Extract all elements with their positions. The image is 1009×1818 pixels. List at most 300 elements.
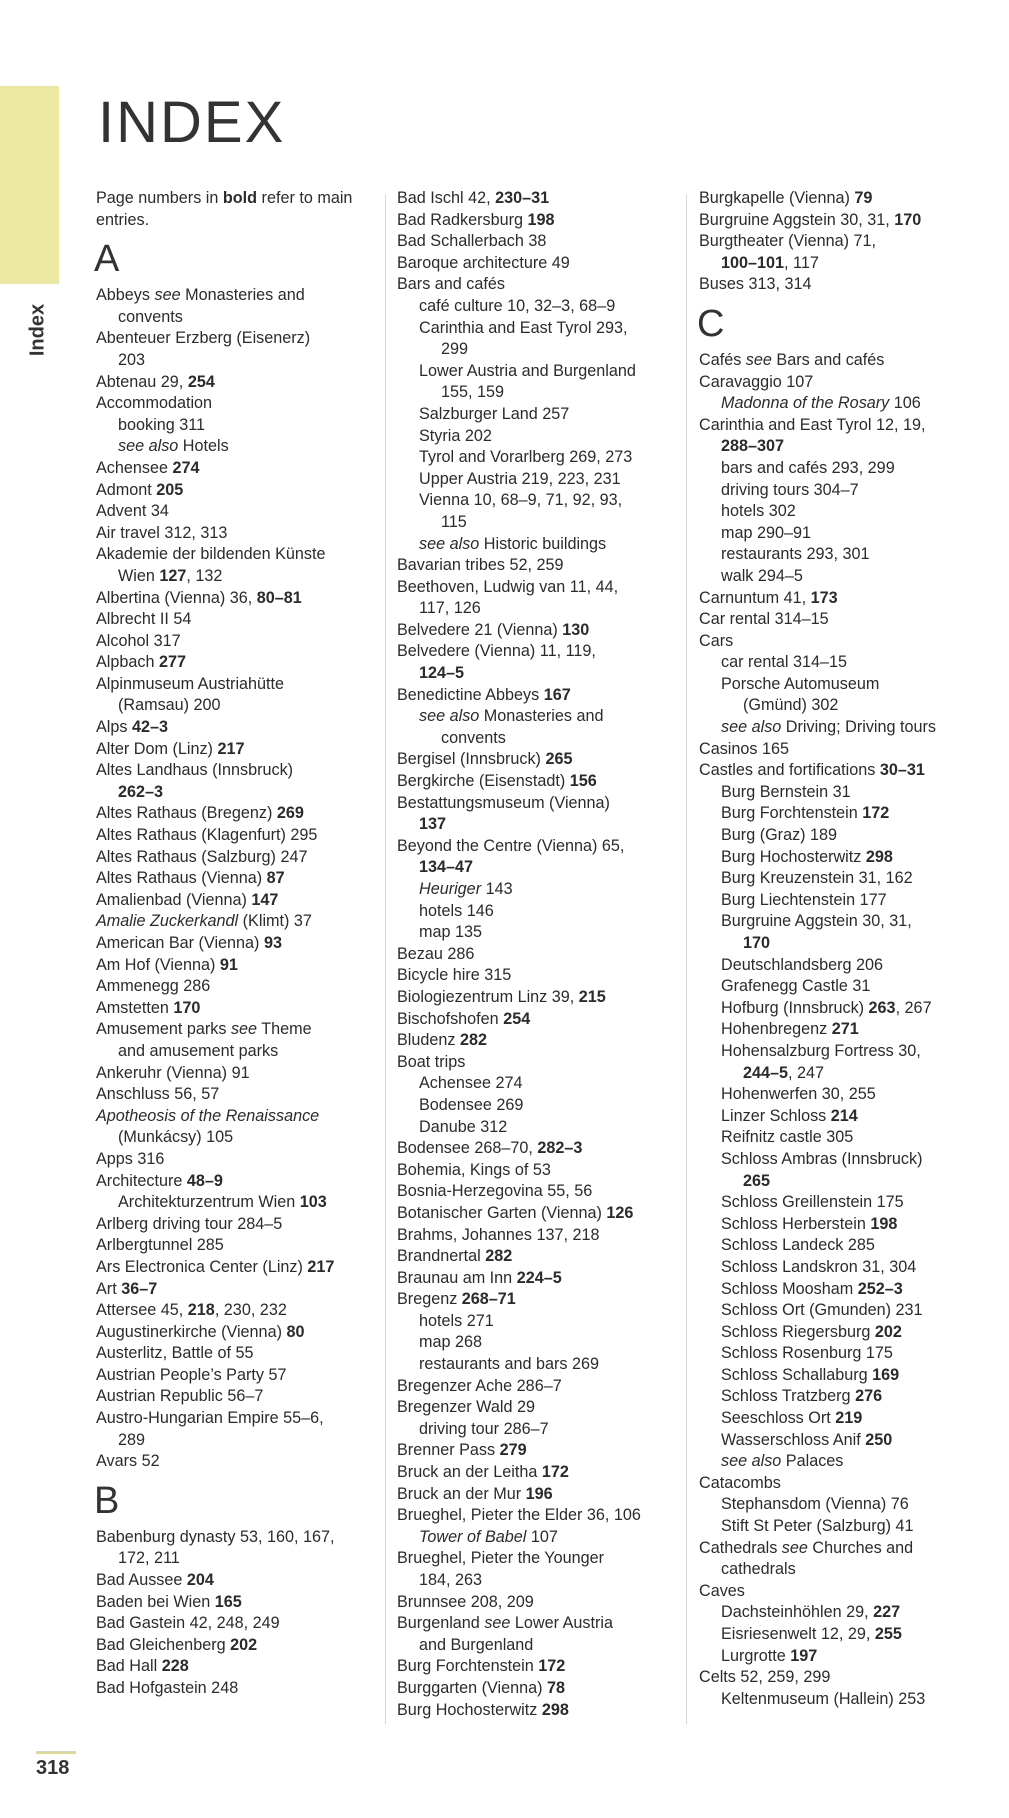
index-entry (96, 1365, 386, 1387)
main-page-ref: 265 (743, 1171, 771, 1190)
index-subentry (699, 695, 999, 717)
entry-text: see also (419, 534, 480, 553)
entry-text: Baden bei Wien (96, 1592, 215, 1611)
index-subentry (699, 652, 999, 674)
entry-text: Driving; Driving tours (781, 718, 937, 737)
index-subentry (699, 717, 999, 739)
index-entry (699, 415, 999, 437)
index-subentry (699, 782, 999, 804)
index-entry (699, 1473, 999, 1495)
section-tab-label: Index (26, 303, 49, 357)
main-page-ref: 42–3 (132, 718, 169, 737)
entry-text: Amstetten (96, 998, 174, 1017)
main-page-ref: 215 (578, 987, 606, 1006)
index-subentry (397, 447, 682, 469)
entry-text: Bars and cafés (771, 350, 885, 369)
index-subentry (397, 426, 682, 448)
entry-text: Arlberg driving tour 284–5 (96, 1214, 283, 1233)
index-entry (699, 1667, 999, 1689)
entry-text: Palaces (781, 1452, 844, 1471)
entry-text: see also (721, 1452, 782, 1471)
main-page-ref: 80 (286, 1322, 305, 1341)
entry-text: Belvedere 21 (Vienna) (397, 620, 563, 639)
index-entry (699, 1538, 999, 1560)
entry-text: Stephansdom (Vienna) 76 (721, 1495, 909, 1514)
entry-text: Styria 202 (419, 426, 492, 445)
index-entry (96, 1149, 386, 1171)
main-page-ref: 124–5 (419, 664, 465, 683)
entry-text: Bad Gastein 42, 248, 249 (96, 1614, 280, 1633)
main-page-ref: 298 (865, 847, 893, 866)
index-entry (397, 685, 682, 707)
entry-text: Burgtheater (Vienna) 71, (699, 232, 876, 251)
entry-text: Caravaggio 107 (699, 372, 814, 391)
main-page-ref: 252–3 (857, 1279, 903, 1298)
index-subentry (397, 339, 682, 361)
index-column-2 (397, 188, 682, 1721)
entry-text: Belvedere (Vienna) 11, 119, (397, 642, 596, 661)
main-page-ref: 202 (874, 1322, 902, 1341)
entry-text: Altes Rathaus (Vienna) (96, 869, 267, 888)
main-page-ref: 170 (173, 998, 201, 1017)
entry-text: Baroque architecture 49 (397, 253, 570, 272)
index-entry (96, 847, 386, 869)
entry-text: 115 (441, 512, 467, 531)
entry-text: Schloss Rosenburg 175 (721, 1344, 893, 1363)
main-page-ref: 205 (156, 480, 184, 499)
index-entry (397, 749, 682, 771)
entry-text: Danube 312 (419, 1117, 508, 1136)
index-subentry (397, 1635, 682, 1657)
index-entry (96, 1084, 386, 1106)
index-subentry (699, 1602, 999, 1624)
index-entry (96, 868, 386, 890)
index-subentry (699, 393, 999, 415)
entry-text: hotels 302 (721, 502, 796, 521)
entry-text: Bars and cafés (397, 275, 505, 294)
main-page-ref: 230–31 (495, 189, 550, 207)
index-entry (397, 1052, 682, 1074)
index-subentry (397, 1311, 682, 1333)
index-entry (699, 1581, 999, 1603)
entry-text: see (484, 1614, 511, 1633)
index-entry (397, 641, 682, 663)
index-entry (96, 1171, 386, 1193)
entry-text: Bavarian tribes 52, 259 (397, 556, 564, 575)
index-subentry (699, 1019, 999, 1041)
entry-text: Eisriesenwelt 12, 29, (721, 1625, 875, 1643)
index-entry (397, 274, 682, 296)
entry-text: Upper Austria 219, 223, 231 (419, 469, 621, 488)
index-subentry (397, 534, 682, 556)
entry-text: cathedrals (721, 1560, 796, 1579)
entry-text: Boat trips (397, 1052, 466, 1071)
index-subentry (699, 544, 999, 566)
entry-text: Arlbergtunnel 285 (96, 1236, 224, 1255)
entry-text: Bicycle hire 315 (397, 966, 512, 985)
entry-text: Carnuntum 41, (699, 588, 811, 607)
index-entry (397, 231, 682, 253)
entry-text: map 135 (419, 923, 482, 942)
page-number-rule (36, 1751, 76, 1754)
column-divider (686, 194, 687, 1724)
index-subentry (397, 1527, 682, 1549)
index-entry (96, 652, 386, 674)
entry-text: Burg Hochosterwitz (397, 1700, 542, 1719)
index-subentry (699, 911, 999, 933)
entry-text: Attersee 45, (96, 1301, 188, 1320)
entry-text: Anschluss 56, 57 (96, 1085, 220, 1104)
note-bold: bold (222, 189, 258, 207)
index-subentry (699, 933, 999, 955)
entry-text: convents (118, 307, 183, 326)
index-entry (699, 231, 999, 253)
index-entry (397, 253, 682, 275)
main-page-ref: 137 (419, 815, 447, 834)
index-subentry (96, 695, 386, 717)
entry-text: (Klimt) 37 (238, 912, 312, 931)
entry-text: Bad Radkersburg (397, 210, 528, 229)
main-page-ref: 204 (186, 1571, 214, 1590)
entry-text: see also (721, 718, 782, 737)
index-subentry (699, 480, 999, 502)
index-subentry (699, 566, 999, 588)
index-entry (397, 1548, 682, 1570)
index-subentry (699, 1430, 999, 1452)
entry-text: Botanischer Garten (Vienna) (397, 1203, 607, 1222)
main-page-ref: 134–47 (419, 858, 474, 877)
index-subentry (96, 1041, 386, 1063)
entry-text: Bad Hall (96, 1657, 162, 1676)
entry-text: 143 (481, 880, 513, 898)
index-entry (96, 480, 386, 502)
entry-text: Brahms, Johannes 137, 218 (397, 1225, 600, 1244)
entry-text: Abbeys (96, 286, 155, 305)
entry-text: Linzer Schloss (721, 1106, 831, 1125)
entry-text: Altes Rathaus (Klagenfurt) 295 (96, 826, 318, 845)
main-page-ref: 228 (161, 1657, 189, 1676)
entry-text: Brandnertal (397, 1247, 486, 1266)
index-subentry (699, 1171, 999, 1193)
entry-text: Altes Landhaus (Innsbruck) (96, 761, 294, 780)
index-entry (397, 620, 682, 642)
index-entry (699, 210, 999, 232)
index-subentry (699, 1192, 999, 1214)
main-page-ref: 254 (187, 372, 215, 391)
main-page-ref: 282–3 (537, 1139, 583, 1158)
entry-text: Monasteries and (180, 286, 305, 305)
entry-text: Carinthia and East Tyrol 12, 19, (699, 415, 926, 434)
index-subentry (699, 1494, 999, 1516)
index-subentry (397, 1117, 682, 1139)
entry-text: Burgruine Aggstein 30, 31, (699, 210, 895, 229)
entry-text: (Gmünd) 302 (743, 696, 839, 715)
index-letter-heading: C (697, 302, 725, 345)
entry-text: (Ramsau) 200 (118, 696, 221, 715)
index-entry (699, 739, 999, 761)
entry-text: Stift St Peter (Salzburg) 41 (721, 1517, 914, 1536)
index-entry (397, 1289, 682, 1311)
entry-text: driving tour 286–7 (419, 1419, 549, 1438)
index-subentry (699, 825, 999, 847)
main-page-ref: 217 (307, 1257, 335, 1276)
main-page-ref: 269 (276, 804, 304, 823)
index-entry (96, 803, 386, 825)
index-entry (96, 1613, 386, 1635)
entry-text: Hohensalzburg Fortress 30, (721, 1041, 921, 1060)
main-page-ref: 197 (790, 1646, 818, 1665)
entry-text: Grafenegg Castle 31 (721, 977, 871, 996)
index-subentry (699, 436, 999, 458)
entry-text: driving tours 304–7 (721, 480, 859, 499)
entry-text: Alter Dom (Linz) (96, 739, 218, 758)
index-subentry (699, 1257, 999, 1279)
main-page-ref: 165 (214, 1592, 242, 1611)
index-subentry (397, 1095, 682, 1117)
entry-text: map 268 (419, 1333, 482, 1352)
entry-text: booking 311 (118, 415, 206, 434)
index-entry (96, 890, 386, 912)
entry-text: Austrian People’s Party 57 (96, 1365, 287, 1384)
index-subentry (397, 1332, 682, 1354)
index-entry (96, 1570, 386, 1592)
index-entry (96, 1063, 386, 1085)
entry-text: 117, 126 (419, 599, 481, 618)
main-page-ref: 169 (872, 1365, 900, 1384)
index-subentry (96, 566, 386, 588)
entry-text: Bezau 286 (397, 944, 475, 963)
entry-text: , 117 (784, 253, 819, 272)
main-page-ref: 214 (830, 1106, 858, 1125)
index-subentry (397, 361, 682, 383)
entry-text: Hofburg (Innsbruck) (721, 998, 869, 1017)
entry-text: , 267 (895, 998, 932, 1017)
entry-text: Tyrol and Vorarlberg 269, 273 (419, 448, 633, 467)
entry-text: Beyond the Centre (Vienna) 65, (397, 836, 625, 855)
entry-text: Art (96, 1279, 122, 1298)
main-page-ref: 80–81 (256, 588, 302, 607)
entry-text: hotels 271 (419, 1311, 494, 1330)
main-page-ref: 170 (743, 934, 771, 952)
index-subentry (699, 1689, 999, 1711)
index-subentry (699, 1106, 999, 1128)
main-page-ref: 196 (525, 1484, 553, 1503)
entry-text: Burg Hochosterwitz (721, 847, 866, 866)
main-page-ref: 244–5 (743, 1063, 789, 1082)
main-page-ref: 78 (546, 1678, 565, 1697)
main-page-ref: 87 (266, 869, 285, 888)
main-page-ref: 48–9 (186, 1171, 223, 1190)
entry-text: Schloss Landeck 285 (721, 1236, 875, 1255)
main-page-ref: 265 (545, 750, 573, 769)
entry-text: Altes Rathaus (Bregenz) (96, 804, 277, 823)
entry-text: Apotheosis of the Renaissance (96, 1106, 320, 1125)
entry-text: Burggarten (Vienna) (397, 1678, 547, 1697)
main-page-ref: 268–71 (461, 1290, 516, 1309)
entry-text: Bregenz (397, 1290, 462, 1309)
entry-text: Schloss Ort (Gmunden) 231 (721, 1301, 923, 1320)
index-entry (96, 911, 386, 933)
index-subentry (96, 1548, 386, 1570)
entry-text: restaurants and bars 269 (419, 1355, 599, 1374)
index-subentry (699, 1646, 999, 1668)
index-entry (397, 1440, 682, 1462)
entry-text: 203 (118, 350, 146, 369)
entry-text: Albertina (Vienna) 36, (96, 588, 257, 607)
entry-text: Lower Austria and Burgenland (419, 361, 636, 380)
index-entry (96, 544, 386, 566)
entry-text: 155, 159 (441, 383, 505, 402)
index-subentry (699, 1408, 999, 1430)
entry-text: Schloss Moosham (721, 1279, 858, 1298)
index-entry (96, 285, 386, 307)
main-page-ref: 147 (251, 890, 279, 909)
index-entry (397, 1700, 682, 1722)
index-entry (397, 1181, 682, 1203)
entry-text: 289 (118, 1430, 146, 1449)
index-entry (397, 1484, 682, 1506)
index-entry (96, 523, 386, 545)
entry-text: Altes Rathaus (Salzburg) 247 (96, 847, 308, 866)
main-page-ref: 91 (219, 955, 238, 974)
index-subentry (699, 1516, 999, 1538)
main-page-ref: 282 (460, 1031, 488, 1050)
main-page-ref: 172 (862, 804, 890, 823)
index-entry (96, 955, 386, 977)
entry-text: Cathedrals (699, 1538, 782, 1557)
index-entry (397, 1009, 682, 1031)
index-subentry (699, 523, 999, 545)
entry-text: Amalie Zuckerkandl (96, 912, 239, 931)
entry-text: Celts 52, 259, 299 (699, 1668, 831, 1687)
main-page-ref: 298 (541, 1700, 569, 1719)
entry-text: Akademie der bildenden Künste (96, 545, 326, 564)
index-subentry (397, 922, 682, 944)
index-entry (96, 717, 386, 739)
entry-text: Burgenland (397, 1614, 485, 1633)
index-subentry (397, 490, 682, 512)
index-entry (96, 976, 386, 998)
entry-text: bars and cafés 293, 299 (721, 458, 895, 477)
note-text: refer to main entries. (96, 189, 353, 229)
index-subentry (397, 318, 682, 340)
index-subentry (699, 976, 999, 998)
index-entry (96, 1451, 386, 1473)
entry-text: Babenburg dynasty 53, 160, 167, (96, 1527, 335, 1546)
entry-text: Schloss Landskron 31, 304 (721, 1257, 917, 1276)
entry-text: Theme (257, 1020, 312, 1039)
entry-text: Bruck an der Mur (397, 1484, 526, 1503)
index-entry (96, 631, 386, 653)
entry-text: Burg Liechtenstein 177 (721, 890, 887, 909)
index-entry (96, 501, 386, 523)
main-page-ref: 198 (870, 1214, 898, 1233)
entry-text: Schloss Schallaburg (721, 1365, 873, 1384)
entry-text: restaurants 293, 301 (721, 545, 870, 564)
index-subentry (699, 1214, 999, 1236)
index-subentry (699, 1386, 999, 1408)
entry-text: Bodensee 269 (419, 1095, 524, 1114)
index-entry (699, 372, 999, 394)
index-entry (96, 1279, 386, 1301)
entry-text: Bohemia, Kings of 53 (397, 1160, 551, 1179)
entry-text: Austro-Hungarian Empire 55–6, (96, 1409, 324, 1428)
entry-text: Achensee (96, 458, 173, 477)
index-subentry (699, 1127, 999, 1149)
main-page-ref: 279 (499, 1441, 527, 1460)
entry-text: and amusement parks (118, 1041, 279, 1060)
index-subentry (699, 1322, 999, 1344)
main-page-ref: 172 (538, 1657, 566, 1676)
entry-text: see (745, 350, 772, 369)
entry-text: Austerlitz, Battle of 55 (96, 1344, 254, 1363)
entry-text: Alpinmuseum Austriahütte (96, 674, 285, 693)
index-subentry (96, 350, 386, 372)
entry-text: Seeschloss Ort (721, 1409, 836, 1428)
index-subentry (397, 1570, 682, 1592)
entry-text: Schloss Greillenstein 175 (721, 1193, 904, 1212)
main-page-ref: 282 (485, 1247, 513, 1266)
main-page-ref: 217 (217, 739, 245, 758)
main-page-ref: 288–307 (721, 437, 785, 456)
index-entry (96, 328, 386, 350)
entry-text: Amusement parks (96, 1020, 231, 1039)
index-subentry (699, 803, 999, 825)
index-subentry (699, 501, 999, 523)
entry-text: Historic buildings (479, 534, 607, 553)
index-entry (96, 458, 386, 480)
entry-text: Am Hof (Vienna) (96, 955, 220, 974)
index-subentry (397, 663, 682, 685)
index-entry (699, 631, 999, 653)
entry-text: Keltenmuseum (Hallein) 253 (721, 1689, 926, 1708)
entry-text: Schloss Herberstein (721, 1214, 871, 1233)
entry-text: Achensee 274 (419, 1074, 523, 1093)
entry-text: Bergisel (Innsbruck) (397, 750, 546, 769)
entry-text: Burg Forchtenstein (721, 804, 863, 823)
entry-text: , 132 (186, 566, 223, 585)
index-entry (699, 588, 999, 610)
main-page-ref: 156 (569, 772, 597, 791)
main-page-ref: 255 (874, 1625, 902, 1643)
index-entry (96, 1257, 386, 1279)
main-page-ref: 93 (263, 934, 282, 952)
index-entry (96, 372, 386, 394)
index-subentry (699, 955, 999, 977)
entry-text: (Munkácsy) 105 (118, 1128, 234, 1147)
main-page-ref: 126 (606, 1203, 634, 1222)
main-page-ref: 227 (873, 1603, 901, 1622)
entry-text: Burg Bernstein 31 (721, 782, 851, 801)
entry-text: Schloss Tratzberg (721, 1387, 856, 1406)
entry-text: Burg (Graz) 189 (721, 826, 838, 845)
entry-text: 172, 211 (118, 1549, 180, 1568)
entry-text: Bregenzer Wald 29 (397, 1398, 535, 1417)
index-entry (397, 1656, 682, 1678)
main-page-ref: 127 (159, 566, 187, 585)
index-entry (397, 210, 682, 232)
index-entry (397, 1678, 682, 1700)
entry-text: Air travel 312, 313 (96, 523, 228, 542)
index-entry (397, 1030, 682, 1052)
index-subentry (96, 1430, 386, 1452)
index-subentry (397, 901, 682, 923)
entry-text: Beethoven, Ludwig van 11, 44, (397, 577, 619, 596)
entry-text: Bad Gleichenberg (96, 1635, 231, 1654)
entry-text: Bestattungsmuseum (Vienna) (397, 793, 610, 812)
index-subentry (699, 890, 999, 912)
entry-text: Burg Kreuzenstein 31, 162 (721, 869, 913, 888)
